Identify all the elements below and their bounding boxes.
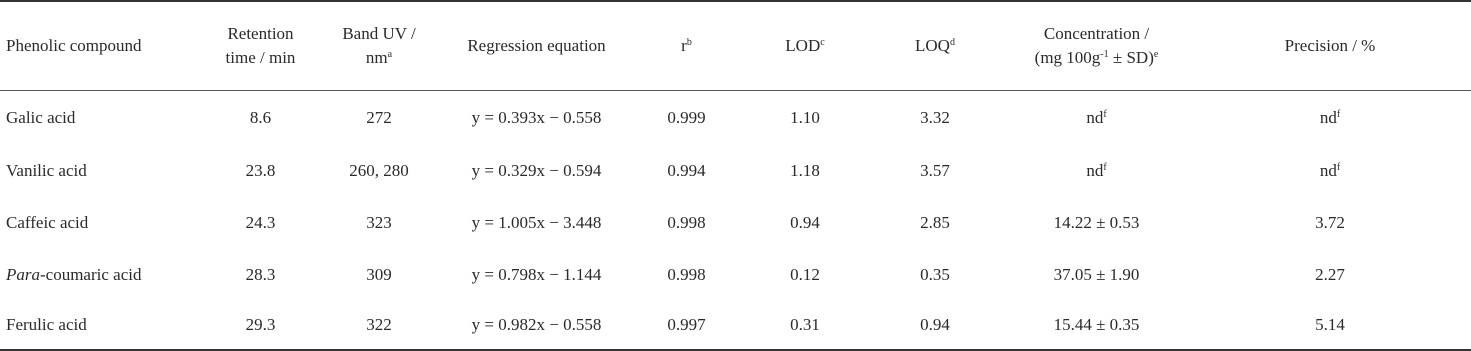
table-row (0, 197, 1471, 249)
cell-regression: y = 1.005x − 3.448 (471, 213, 602, 232)
header-band-uv: Band UV / $nm^a$ (314, 1, 444, 91)
header-compound: Phenolic compound (0, 1, 207, 91)
cell-retention: 29.3 (207, 301, 314, 350)
header-r: $r^b$ (629, 1, 744, 91)
cell-compound: Galic acid (6, 108, 76, 127)
cell-loq: 0.94 (866, 301, 1004, 350)
cell-concentration: $nd^f$ (1086, 108, 1107, 127)
cell-regression: y = 0.798x − 1.144 (471, 265, 602, 284)
cell-regression: y = 0.329x − 0.594 (471, 161, 602, 180)
cell-concentration: 37.05 ± 1.90 (1053, 265, 1140, 284)
cell-r: 0.999 (667, 108, 706, 127)
header-concentration: Concentration / (mg $100g^{-1} \pm SD)^e$ (1004, 1, 1189, 91)
table-header-row (0, 1, 1471, 91)
cell-loq: 2.85 (920, 213, 950, 232)
table-row (0, 145, 1471, 197)
table-row (0, 91, 1471, 146)
cell-band: 272 (366, 108, 392, 127)
cell-lod: 1.10 (790, 108, 820, 127)
cell-r: 0.994 (667, 161, 706, 180)
cell-compound: Para-coumaric acid (6, 265, 142, 284)
cell-r: 0.998 (667, 265, 706, 284)
cell-retention: 24.3 (245, 213, 276, 232)
cell-lod: 0.12 (790, 265, 820, 284)
header-lod: LOD$^c$ (744, 1, 866, 91)
cell-precision: 2.27 (1315, 265, 1345, 284)
cell-precision: $nd^f$ (1319, 161, 1341, 180)
header-loq: LOQ$^d$ (866, 1, 1004, 91)
cell-loq: 3.32 (920, 108, 950, 127)
cell-lod: 0.94 (790, 213, 820, 232)
header-regression: Regression equation (444, 1, 629, 91)
cell-concentration: 15.44 ± 0.35 (1004, 301, 1189, 350)
cell-band: 260, 280 (349, 161, 409, 180)
table-row (0, 301, 1471, 350)
cell-precision: 5.14 (1189, 301, 1471, 350)
cell-r: 0.998 (667, 213, 706, 232)
table-row (0, 249, 1471, 301)
cell-concentration: 14.22 ± 0.53 (1053, 213, 1140, 232)
cell-precision: 3.72 (1315, 213, 1345, 232)
cell-compound: Ferulic acid (0, 301, 207, 350)
cell-loq: 0.35 (920, 265, 950, 284)
cell-band: 323 (366, 213, 392, 232)
cell-precision: $nd^f$ (1319, 108, 1341, 127)
cell-regression: y = 0.982x − 0.558 (444, 301, 629, 350)
cell-retention: 8.6 (249, 108, 272, 127)
cell-retention: 23.8 (245, 161, 276, 180)
header-precision: Precision / % (1189, 1, 1471, 91)
cell-regression: y = 0.393x − 0.558 (471, 108, 602, 127)
cell-lod: 0.31 (744, 301, 866, 350)
header-retention: Retention time / min (207, 1, 314, 91)
cell-compound: Caffeic acid (6, 213, 89, 232)
cell-r: 0.997 (629, 301, 744, 350)
cell-loq: 3.57 (920, 161, 950, 180)
cell-concentration: $nd^f$ (1086, 161, 1107, 180)
cell-band: 322 (314, 301, 444, 350)
cell-band: 309 (366, 265, 392, 284)
cell-retention: 28.3 (245, 265, 276, 284)
cell-compound: Vanilic acid (6, 161, 87, 180)
cell-lod: 1.18 (790, 161, 820, 180)
